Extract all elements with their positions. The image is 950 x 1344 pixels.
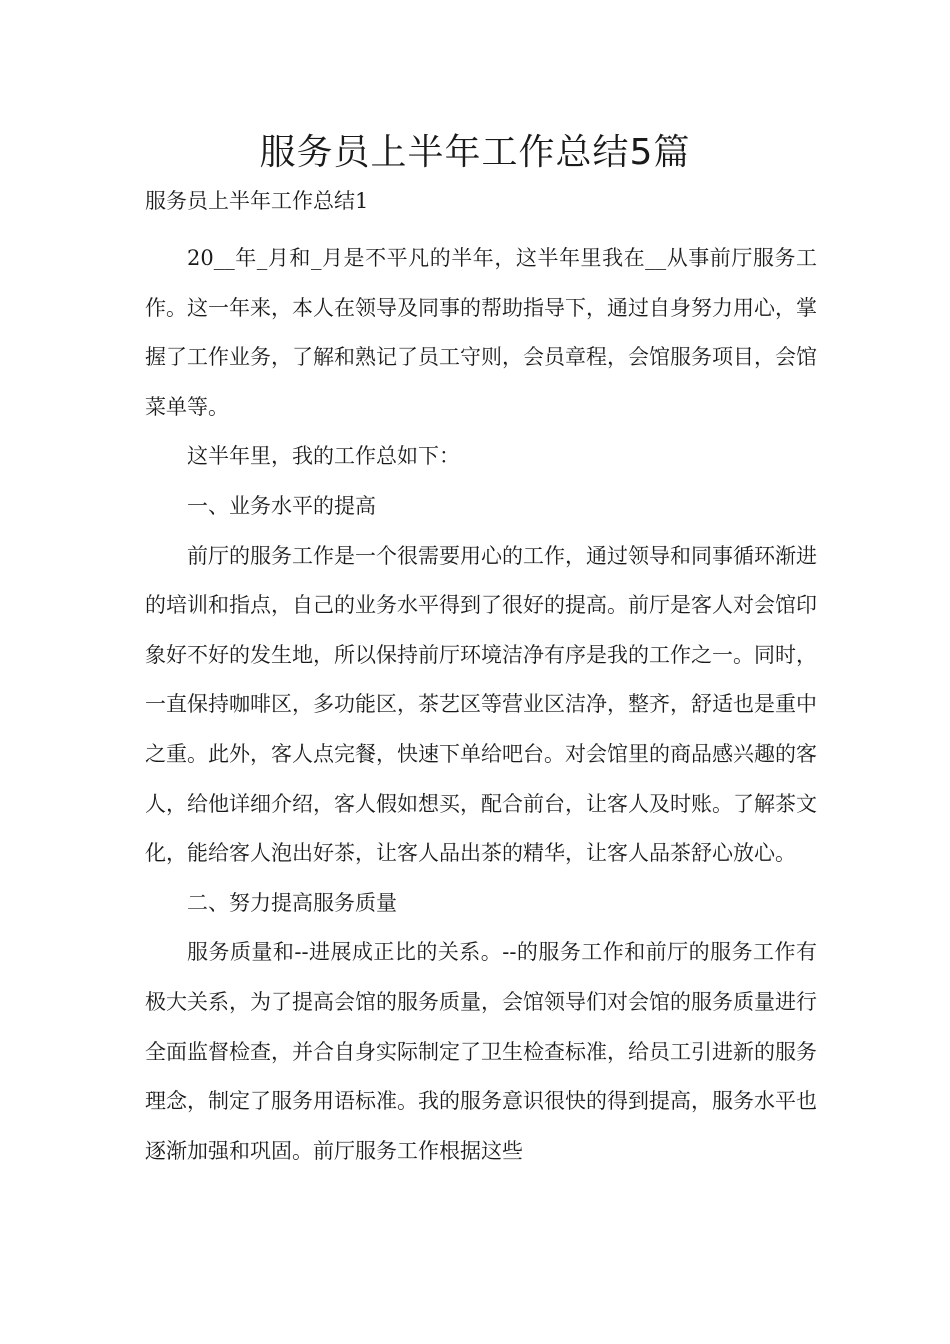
paragraph-business-level: 前厅的服务工作是一个很需要用心的工作，通过领导和同事循环渐进的培训和指点，自己的业务水平得到了很好的提高。前厅是客人对会馆印象好不好的发生地，所以保持前厅环境洁净有序是我的工作之一。同时，一直保持咖啡区，多功能区，茶艺区等营业区洁净，整齐，舒适也是重中之重。此外，客人点完餐，快速下单给吧台。对会馆里的商品感兴趣的客人，给他详细介绍，客人假如想买，配合前台，让客人及时账。了解茶文化，能给客人泡出好茶，让客人品出茶的精华，让客人品茶舒心放心。	[145, 543, 817, 866]
heading-service-quality: 二、努力提高服务质量	[187, 890, 397, 915]
paragraph-intro: 20__年_月和_月是不平凡的半年，这半年里我在__从事前厅服务工作。这一年来，本人在领导及同事的帮助指导下，通过自身努力用心，掌握了工作业务，了解和熟记了员工守则，会员章程，会馆服务项目，会馆菜单等。	[145, 246, 817, 419]
heading-business-level: 一、业务水平的提高	[187, 493, 376, 518]
document-body	[145, 234, 817, 1176]
section-subtitle: 服务员上半年工作总结1	[145, 189, 369, 213]
paragraph-service-quality: 服务质量和--进展成正比的关系。--的服务工作和前厅的服务工作有极大关系，为了提高会馆的服务质量，会馆领导们对会馆的服务质量进行全面监督检查，并合自身实际制定了卫生检查标准，给员工引进新的服务理念，制定了服务用语标准。我的服务意识很快的得到提高，服务水平也逐渐加强和巩固。前厅服务工作根据这些	[145, 940, 817, 1163]
document-title: 服务员上半年工作总结5篇	[259, 132, 691, 173]
paragraph-summary-lead: 这半年里，我的工作总如下：	[187, 444, 460, 469]
